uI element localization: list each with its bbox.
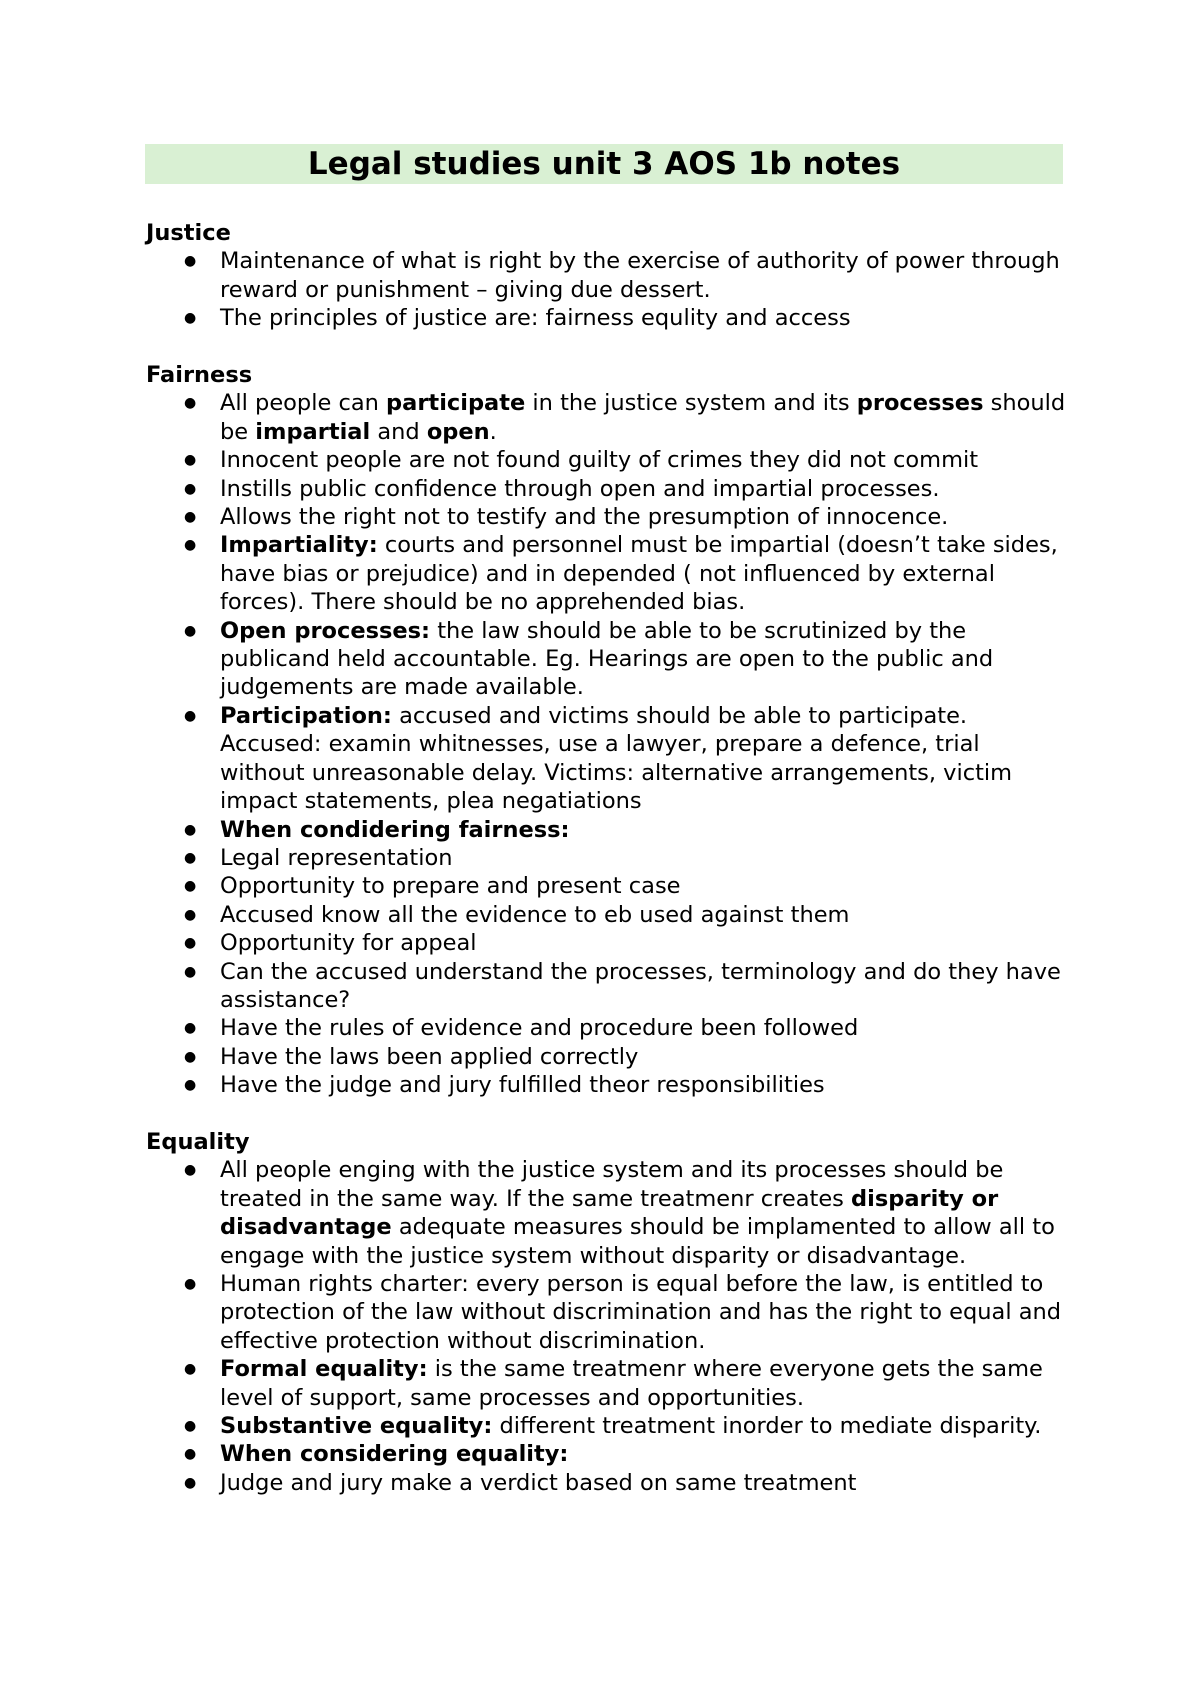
bold-text: impartial [255, 418, 371, 445]
text-run: Opportunity to prepare and present case [220, 873, 681, 900]
list-item [146, 1071, 1066, 1099]
list-item [146, 901, 1066, 929]
section-heading: Justice [146, 220, 231, 246]
bullet-icon: ● [184, 821, 197, 838]
bullet-list [146, 1156, 1066, 1497]
text-run: different treatment inorder to mediate disparity. [492, 1413, 1042, 1440]
list-item [146, 816, 1066, 844]
text-run: Maintenance of what is right by the exercise of authority of power through reward or punishment – giving due dessert. [220, 248, 1060, 303]
list-item [146, 503, 1066, 531]
text-run: and [370, 418, 427, 445]
bullet-icon: ● [184, 310, 197, 327]
section-heading: Fairness [146, 362, 253, 389]
bullet-icon: ● [184, 878, 197, 895]
bullet-icon: ● [184, 395, 197, 412]
bullet-icon: ● [184, 1162, 197, 1179]
text-run: Have the judge and jury fulfilled theor responsibilities [220, 1072, 825, 1099]
text-run: in the justice system and its [525, 390, 857, 417]
list-item [146, 1156, 1066, 1270]
bullet-icon: ● [184, 935, 197, 952]
list-item [146, 617, 1066, 702]
bullet-icon: ● [184, 1361, 197, 1378]
bold-text: Participation: [220, 702, 392, 729]
bullet-icon: ● [184, 963, 197, 980]
list-item [146, 958, 1066, 1015]
list-item [146, 929, 1066, 957]
bullet-list [146, 389, 1066, 1099]
section-heading: Equality [146, 1128, 250, 1155]
list-item [146, 1355, 1066, 1412]
bullet-icon: ● [184, 253, 197, 270]
bold-text: Impartiality: [220, 532, 378, 559]
text-run: Legal representation [220, 844, 453, 871]
bullet-icon: ● [184, 1048, 197, 1065]
text-run: the law should be able to be scrutinized by the publicand held accountable. Eg. Hearings are open to the public and judgements are made available. [220, 617, 994, 701]
document-body [146, 219, 1066, 1526]
text-run: Can the accused understand the processes, terminology and do they have assistance? [220, 958, 1061, 1013]
list-item [146, 1469, 1066, 1497]
bullet-list [146, 247, 1066, 332]
text-run: Judge and jury make a verdict based on same treatment [220, 1469, 857, 1496]
bullet-icon: ● [184, 480, 197, 497]
text-run: Human rights charter: every person is equal before the law, is entitled to protection of the law without discrimination and has the right to equal and effective protection without discrimination. [220, 1271, 1062, 1354]
bold-text: When condidering fairness: [220, 816, 570, 843]
bullet-icon: ● [184, 1418, 197, 1435]
text-run: All people enging with the justice system and its processes should be treated in the same way. If the same treatmenr creates [220, 1157, 1004, 1212]
bullet-icon: ● [184, 1020, 197, 1037]
text-run: . [489, 418, 497, 445]
section-justice [146, 219, 1066, 333]
bullet-icon: ● [184, 509, 197, 526]
text-run: The principles of justice are: fairness equlity and access [220, 305, 851, 332]
text-run: Allows the right not to testify and the presumption of innocence. [220, 504, 949, 531]
bold-text: processes [856, 390, 984, 417]
bullet-icon: ● [184, 622, 197, 639]
list-item [146, 475, 1066, 503]
bold-text: Substantive equality: [220, 1413, 493, 1440]
bullet-icon: ● [184, 1446, 197, 1463]
text-run: Have the rules of evidence and procedure been followed [220, 1015, 859, 1042]
text-run: accused and victims should be able to participate. Accused: examin whitnesses, use a lawyer, prepare a defence, trial without unreasonable delay. Victims: alternative arrangements, victim impact statements, plea negatiations [220, 702, 1013, 815]
text-run: is the same treatmenr where everyone gets the same level of support, same processes and opportunities. [220, 1356, 1043, 1411]
bold-text: Formal equality: [220, 1356, 428, 1383]
list-item [146, 872, 1066, 900]
text-run: All people can [220, 390, 387, 417]
list-item [146, 531, 1066, 616]
bullet-icon: ● [184, 707, 197, 724]
bullet-icon: ● [184, 452, 197, 469]
section-equality [146, 1128, 1066, 1497]
bullet-icon: ● [184, 1474, 197, 1491]
bold-text: participate [386, 390, 526, 417]
bullet-icon: ● [184, 1077, 197, 1094]
text-run: Have the laws been applied correctly [220, 1043, 639, 1070]
list-item [146, 702, 1066, 816]
bold-text: When considering equality: [220, 1441, 569, 1468]
bold-text: open [426, 418, 490, 445]
bullet-icon: ● [184, 537, 197, 554]
list-item [146, 389, 1066, 446]
list-item [146, 304, 1066, 332]
bullet-icon: ● [184, 1276, 197, 1292]
bold-text: Open processes: [220, 617, 431, 644]
list-item [146, 1440, 1066, 1468]
document-title: Legal studies unit 3 AOS 1b notes [145, 144, 1063, 184]
list-item [146, 1412, 1066, 1440]
list-item [146, 1043, 1066, 1071]
bold-text: disparity or disadvantage [220, 1185, 999, 1241]
section-fairness [146, 361, 1066, 1100]
list-item [146, 1014, 1066, 1042]
text-run: courts and personnel must be impartial (doesn’t take sides, have bias or prejudice) and in depended ( not influenced by external forces). There should be no apprehended bias. [220, 532, 1058, 616]
bullet-icon: ● [184, 906, 197, 923]
list-item [146, 844, 1066, 872]
list-item [146, 446, 1066, 474]
text-run: Instills public confidence through open and impartial processes. [220, 475, 940, 502]
list-item [146, 247, 1066, 304]
text-run: Opportunity for appeal [220, 930, 477, 957]
list-item [146, 1270, 1066, 1355]
text-run: should be [220, 390, 1066, 445]
bullet-icon: ● [184, 849, 197, 866]
text-run: adequate measures should be implamented to allow all to engage with the justice system without disparity or disadvantage. [220, 1214, 1055, 1269]
text-run: Innocent people are not found guilty of crimes they did not commit [220, 447, 979, 474]
text-run: Accused know all the evidence to eb used against them [220, 901, 850, 928]
